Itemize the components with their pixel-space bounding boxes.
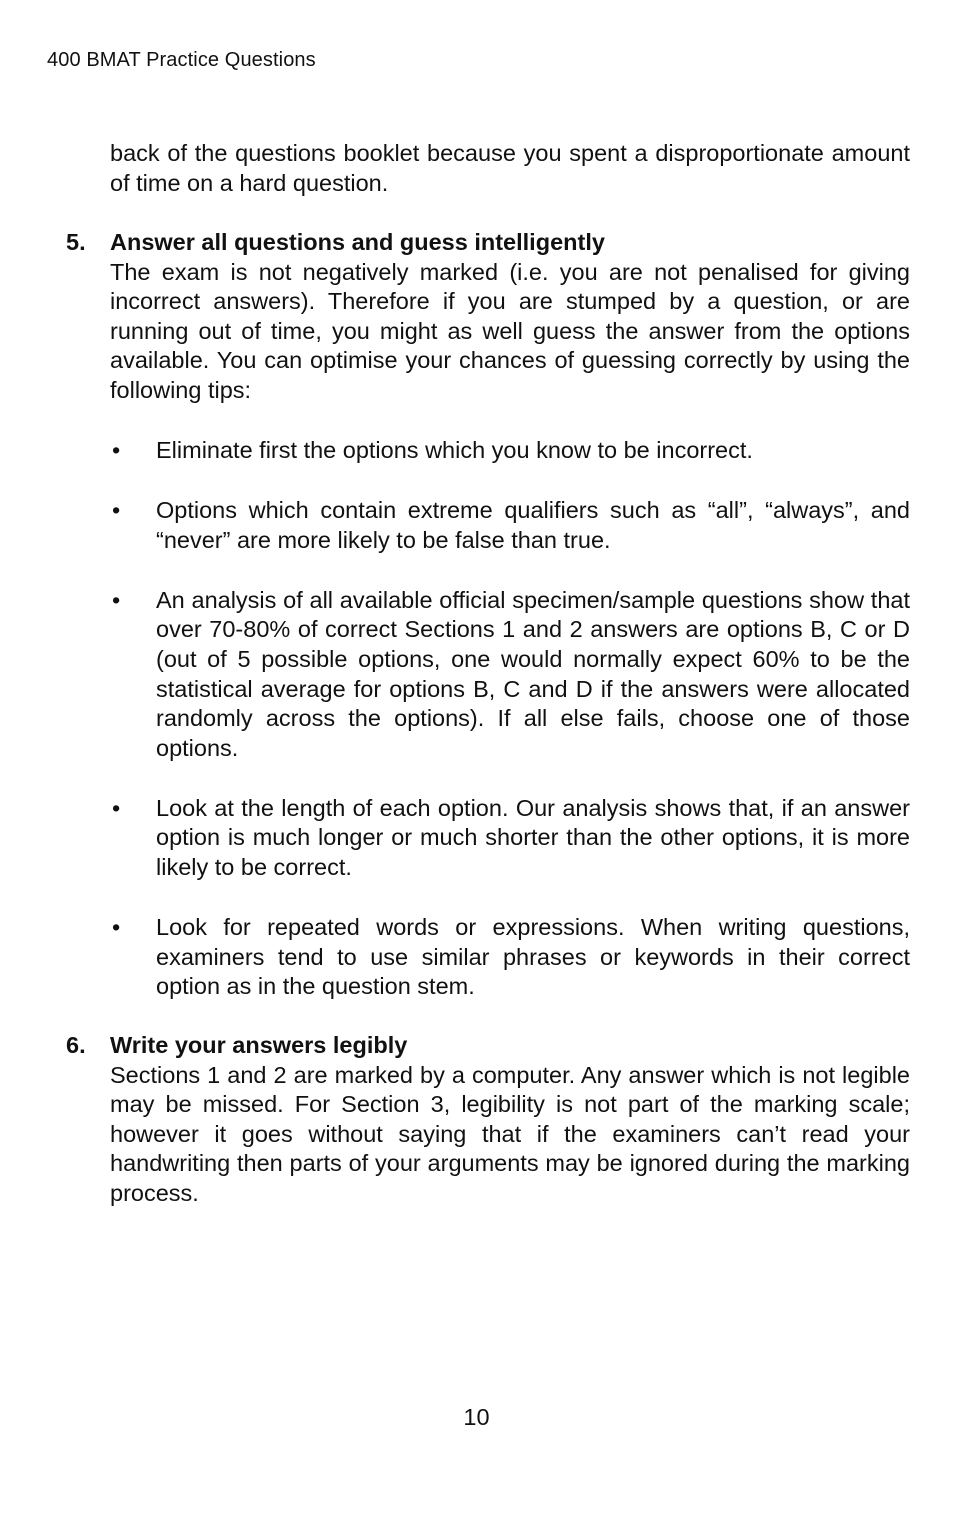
section-6: [66, 1031, 910, 1209]
tip-text: Look for repeated words or expressions. When writing questions, examiners tend to use similar phrases or keywords in their correct option as in the question stem.: [156, 914, 910, 1000]
bullet-icon: •: [112, 794, 121, 821]
tip-text: Look at the length of each option. Our analysis shows that, if an answer option is much longer or much shorter than the other options, it is more likely to be correct.: [156, 794, 910, 881]
page-number: 10: [463, 1404, 490, 1430]
bullet-icon: •: [112, 586, 121, 613]
tip-text: An analysis of all available official specimen/sample questions show that over 70-80% of correct Sections 1 and 2 answers are options B, C or D (out of 5 possible options, one would normally expect 60% to be the statistical average for options B, C and D if the answers were allocated randomly across the options). If all else fails, choose one of those options.: [156, 586, 910, 761]
bullet-icon: •: [112, 914, 121, 941]
section-body: The exam is not negatively marked (i.e. you are not penalised for giving incorrect answers). Therefore if you are stumped by a question, or are running out of time, you might as well guess the answer from the options available. You can optimise your chances of guessing correctly by using the following tips:: [110, 258, 910, 403]
list-item: [110, 496, 910, 555]
list-item: [110, 436, 910, 466]
section-heading: [66, 228, 910, 258]
section-number: 6.: [66, 1032, 86, 1058]
list-item: [110, 586, 910, 764]
bullet-icon: •: [112, 497, 121, 524]
tip-text: Options which contain extreme qualifiers such as “all”, “always”, and “never” are more likely to be false than true.: [156, 497, 910, 553]
running-header: 400 BMAT Practice Questions: [47, 49, 316, 71]
section-title: Answer all questions and guess intelligently: [110, 229, 605, 255]
section-5: [66, 228, 910, 406]
continuation-paragraph: back of the questions booklet because you spent a disproportionate amount of time on a hard question.: [110, 140, 910, 196]
bullet-icon: •: [112, 437, 121, 463]
list-item: [110, 794, 910, 883]
tips-list: [110, 436, 910, 1032]
section-heading: [66, 1031, 910, 1061]
section-title: Write your answers legibly: [110, 1032, 408, 1058]
section-body: Sections 1 and 2 are marked by a computer. Any answer which is not legible may be missed. For Section 3, legibility is not part of the marking scale; however it goes without saying that if the examiners can’t read your handwriting then parts of your arguments may be ignored during the marking process.: [110, 1061, 910, 1206]
section-number: 5.: [66, 229, 86, 255]
list-item: [110, 913, 910, 1002]
tip-text: Eliminate first the options which you know to be incorrect.: [156, 437, 753, 463]
